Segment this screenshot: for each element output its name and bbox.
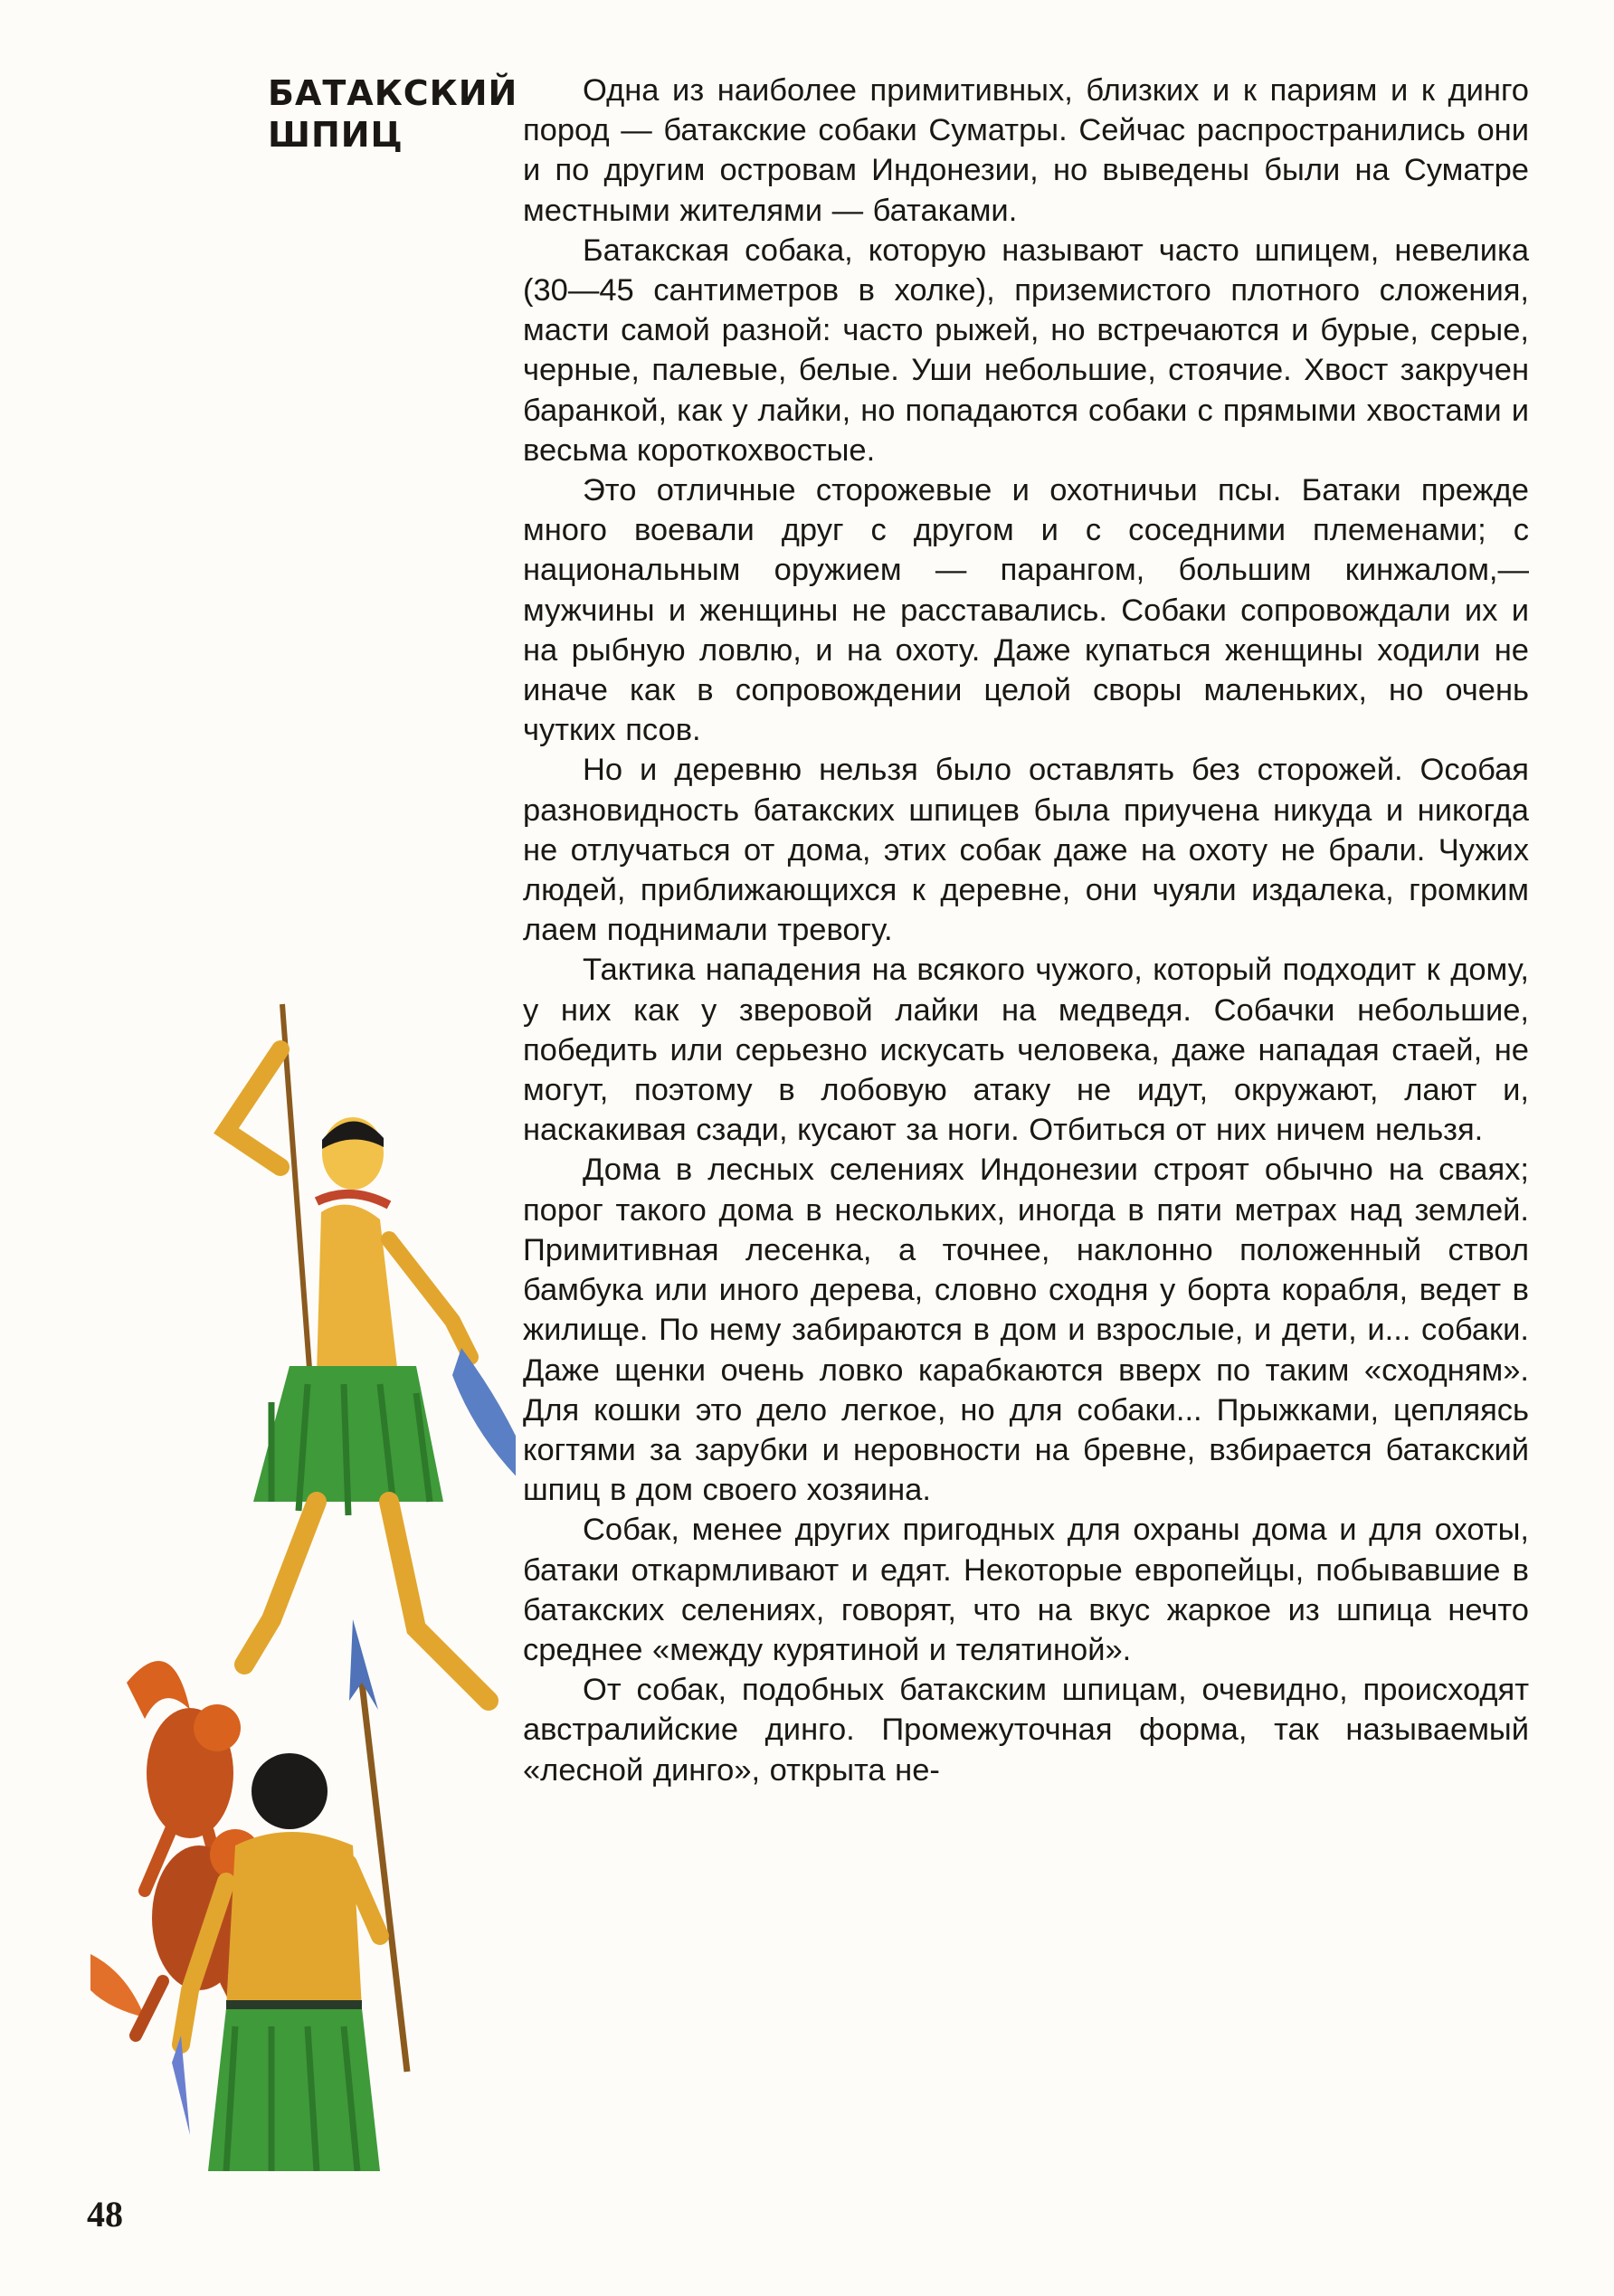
paragraph: Собак, менее других пригодных для охраны дома и для охоты, батаки откармливают и едят. Некоторые европейцы, побывавшие в батакских селениях, говорят, что на вкус жаркое из шпица нечто среднее «между курятиной и телятиной». — [523, 1513, 1529, 1667]
warrior-upper — [226, 1049, 516, 1701]
illustration-batak-hunters — [90, 995, 516, 2171]
paragraph: Это отличные сторожевые и охотничьи псы. Батаки прежде много воевали друг с другом и с соседними племенами; с национальным оружием — парангом, большим кинжалом,— мужчины и женщины не расставались. Собаки сопровождали их и на рыбную ловлю, и на охоту. Даже купаться женщины ходили не иначе как в сопровождении целой своры маленьких, но очень чутких псов. — [523, 473, 1529, 748]
body-text — [523, 71, 1529, 1790]
heading-line-2: ШПИЦ — [268, 115, 404, 155]
heading-line-1: БАТАКСКИЙ — [268, 73, 518, 113]
paragraph: Батакская собака, которую называют часто шпицем, невелика (30—45 сантиметров в холке), приземистого плотного сложения, масти самой разной: часто рыжей, но встречаются и бурые, серые, черные, палевые, белые. Уши небольшие, стоячие. Хвост закручен баранкой, как у лайки, но попадаются собаки с прямыми хвостами и весьма короткохвостые. — [523, 232, 1529, 468]
page-number: 48 — [87, 2194, 123, 2234]
paragraph: Но и деревню нельзя было оставлять без сторожей. Особая разновидность батакских шпицев была приучена никуда и никогда не отлучаться от дома, этих собак даже на охоту не брали. Чужих людей, приближающихся к деревне, они чуяли издалека, громким лаем поднимали тревогу. — [523, 753, 1529, 948]
paragraph: Одна из наиболее примитивных, близких и к париям и к динго пород — батакские собаки Суматры. Сейчас распространились они и по другим островам Индонезии, но выведены были на Суматре местными жителями — батаками. — [523, 73, 1529, 228]
section-heading — [268, 72, 517, 156]
paragraph: От собак, подобных батакским шпицам, очевидно, происходят австралийские динго. Промежуточная форма, так называемый «лесной динго», открыта не- — [523, 1673, 1529, 1788]
paragraph: Тактика нападения на всякого чужого, который подходит к дому, у них как у зверовой лайки на медведя. Собачки небольшие, победить или серьезно искусать человека, даже нападая стаей, не могут, поэтому в лобовую атаку не идут, окружают, лают и, наскакивая сзади, кусают за ноги. Отбиться от них ничем нельзя. — [523, 953, 1529, 1148]
paragraph: Дома в лесных селениях Индонезии строят обычно на сваях; порог такого дома в нескольких, иногда в пяти метрах над землей. Примитивная лесенка, а точнее, наклонно положенный ствол бамбука или иного дерева, словно сходня у борта корабля, ведет в жилище. По нему забираются в дом и взрослые, и дети, и... собаки. Даже щенки очень ловко карабкаются вверх по таким «сходням». Для кошки это дело легкое, но для собаки... Прыжками, цепляясь когтями за зарубки и неровности на бревне, взбирается батакский шпиц в дом своего хозяина. — [523, 1153, 1529, 1508]
